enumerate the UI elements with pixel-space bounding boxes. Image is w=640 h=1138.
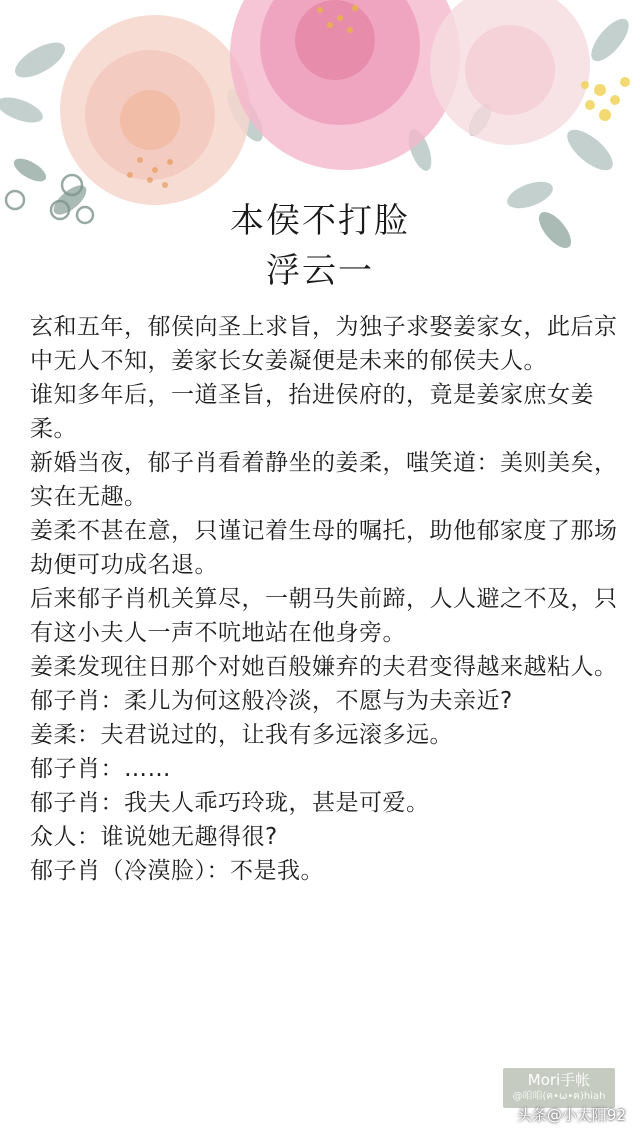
paragraph: 谁知多年后，一道圣旨，抬进侯府的，竟是姜家庶女姜柔。 <box>30 382 594 442</box>
paragraph: 后来郁子肖机关算尽，一朝马失前蹄，人人避之不及，只有这小夫人一声不吭地站在他身旁。 <box>30 586 618 646</box>
author-name: 浮云一 <box>266 251 374 291</box>
paragraph: 姜柔发现往日那个对她百般嫌弃的夫君变得越来越粘人。 <box>30 654 618 680</box>
watermark-subtitle: @咱咱(ฅ•ω•ฅ)hiah <box>512 1091 606 1102</box>
paragraph: 姜柔：夫君说过的，让我有多远滚多远。 <box>30 722 453 748</box>
paragraph: 郁子肖：我夫人乖巧玲珑，甚是可爱。 <box>30 790 430 816</box>
title-block <box>0 200 640 292</box>
paragraph: 新婚当夜，郁子肖看着静坐的姜柔，嗤笑道：美则美矣，实在无趣。 <box>30 450 618 510</box>
synopsis-text <box>30 310 620 888</box>
watermark-badge <box>503 1068 615 1108</box>
book-title: 本侯不打脸 <box>230 201 410 241</box>
paragraph: 郁子肖（冷漠脸）：不是我。 <box>30 858 324 884</box>
paragraph: 众人：谁说她无趣得很? <box>30 824 278 850</box>
paragraph: 玄和五年，郁侯向圣上求旨，为独子求娶姜家女，此后京中无人不知，姜家长女姜凝便是未来的郁侯夫人。 <box>30 314 618 374</box>
paragraph: 郁子肖：…… <box>30 756 171 782</box>
paragraph: 郁子肖：柔儿为何这般冷淡，不愿与为夫亲近? <box>30 688 513 714</box>
source-credit: 头条@小太阳92 <box>516 1106 626 1124</box>
watermark-title: Mori手帐 <box>527 1071 591 1089</box>
paragraph: 姜柔不甚在意，只谨记着生母的嘱托，助他郁家度了那场劫便可功成名退。 <box>30 518 618 578</box>
